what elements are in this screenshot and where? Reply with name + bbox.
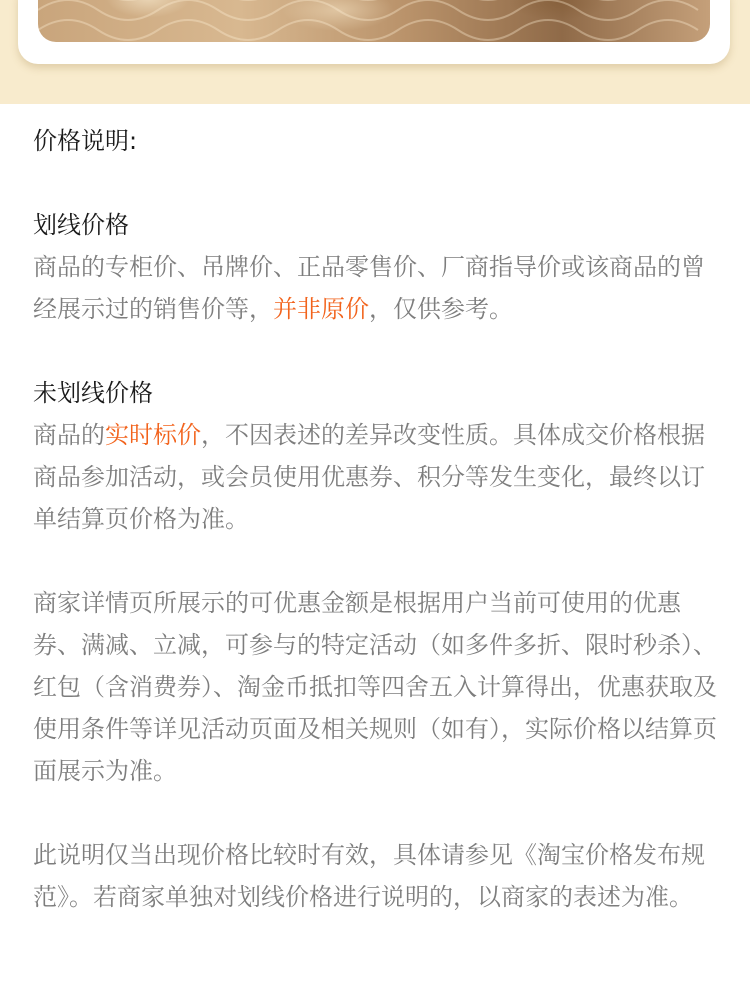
non-strikethrough-heading: 未划线价格	[33, 379, 153, 407]
product-card[interactable]	[18, 0, 730, 64]
top-band	[0, 0, 750, 104]
product-image[interactable]	[38, 0, 710, 42]
strikethrough-heading: 划线价格	[33, 211, 129, 239]
fabric-pattern	[38, 0, 710, 42]
section-title: 价格说明:	[33, 127, 138, 155]
non-strikethrough-text	[33, 414, 723, 540]
price-description	[33, 120, 723, 918]
non-strikethrough-text-1: 商品的	[33, 421, 105, 449]
strikethrough-text-2: ，仅供参考。	[369, 295, 513, 323]
non-strikethrough-text-2: ，不因表述的差异改变性质。具体成交价格根据商品参加活动，或会员使用优惠券、积分等发生变化，最终以订单结算页价格为准。	[33, 421, 705, 533]
strikethrough-text	[33, 246, 723, 330]
discount-paragraph: 商家详情页所展示的可优惠金额是根据用户当前可使用的优惠券、满减、立减，可参与的特定活动（如多件多折、限时秒杀）、红包（含消费券）、淘金币抵扣等四舍五入计算得出，优惠获取及使用条件等详见活动页面及相关规则（如有），实际价格以结算页面展示为准。	[33, 589, 717, 785]
strikethrough-text-1: 商品的专柜价、吊牌价、正品零售价、厂商指导价或该商品的曾经展示过的销售价等，	[33, 253, 705, 323]
strikethrough-highlight: 并非原价	[273, 295, 369, 323]
validity-paragraph: 此说明仅当出现价格比较时有效，具体请参见《淘宝价格发布规范》。若商家单独对划线价格进行说明的，以商家的表述为准。	[33, 841, 705, 911]
non-strikethrough-highlight: 实时标价	[105, 421, 201, 449]
